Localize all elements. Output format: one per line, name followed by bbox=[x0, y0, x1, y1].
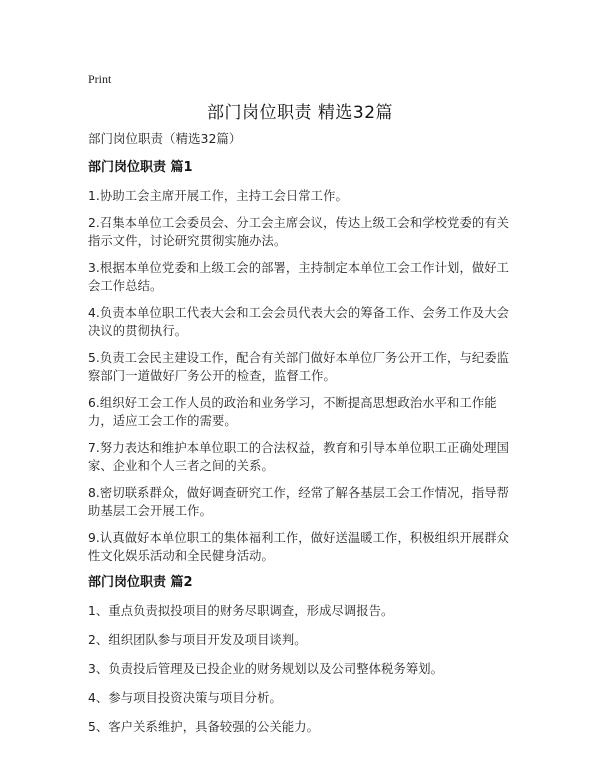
document-title: 部门岗位职责 精选32篇 bbox=[206, 103, 394, 123]
document-subtitle: 部门岗位职责（精选32篇） bbox=[88, 131, 242, 146]
duty-item: 5、客户关系维护，具备较强的公关能力。 bbox=[88, 720, 320, 734]
duty-item: 8.密切联系群众，做好调查研究工作，经常了解各基层工会工作情况，指导帮助基层工会开展工作。 bbox=[88, 486, 510, 518]
duty-item: 3.根据本单位党委和上级工会的部署，主持制定本单位工会工作计划，做好工会工作总结。 bbox=[88, 261, 510, 293]
duty-item: 6.组织好工会工作人员的政治和业务学习，不断提高思想政治水平和工作能力，适应工会工作的需要。 bbox=[88, 396, 497, 428]
duty-item: 1、重点负责拟投项目的财务尽职调查，形成尽调报告。 bbox=[88, 604, 394, 618]
section-heading: 部门岗位职责 篇1 bbox=[88, 160, 193, 175]
section-heading: 部门岗位职责 篇2 bbox=[88, 575, 193, 590]
duty-item: 4、参与项目投资决策与项目分析。 bbox=[88, 691, 282, 705]
section-1 bbox=[88, 159, 516, 565]
duty-item: 1.协助工会主席开展工作，主持工会日常工作。 bbox=[88, 189, 348, 203]
duty-item: 4.负责本单位职工代表大会和工会会员代表大会的筹备工作、会务工作及大会决议的贯彻执行。 bbox=[88, 306, 510, 338]
document-body bbox=[88, 130, 516, 747]
duty-item: 2.召集本单位工会委员会、分工会主席会议，传达上级工会和学校党委的有关指示文件，讨论研究贯彻实施办法。 bbox=[88, 216, 510, 248]
section-2 bbox=[88, 574, 516, 736]
duty-item: 9.认真做好本单位职工的集体福利工作，做好送温暖工作，积极组织开展群众性文化娱乐活动和全民健身活动。 bbox=[88, 531, 510, 563]
duty-item: 5.负责工会民主建设工作，配合有关部门做好本单位厂务公开工作，与纪委监察部门一道做好厂务公开的检查，监督工作。 bbox=[88, 351, 510, 383]
print-link[interactable]: Print bbox=[88, 72, 112, 86]
duty-item: 2、组织团队参与项目开发及项目谈判。 bbox=[88, 633, 307, 647]
duty-item: 7.努力表达和维护本单位职工的合法权益，教育和引导本单位职工正确处理国家、企业和个人三者之间的关系。 bbox=[88, 441, 510, 473]
duty-item: 3、负责投后管理及已投企业的财务规划以及公司整体税务筹划。 bbox=[88, 662, 444, 676]
